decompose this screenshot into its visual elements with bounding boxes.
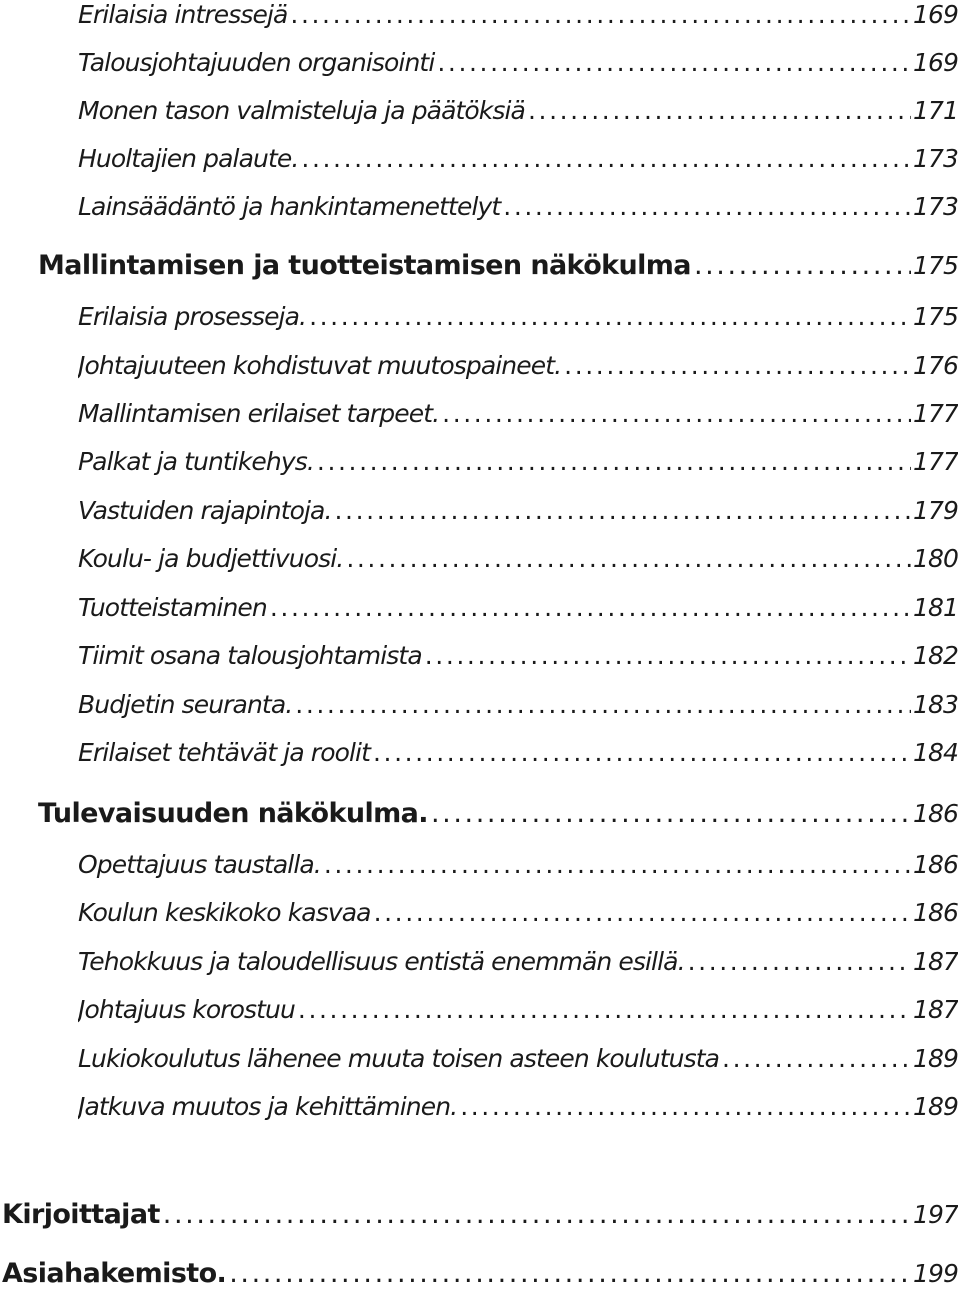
dot-leader xyxy=(528,96,911,125)
toc-entry-page: 169 xyxy=(912,48,958,77)
toc-entry[interactable] xyxy=(78,302,958,331)
toc-entry-title: Huoltajien palaute. xyxy=(78,144,299,173)
dot-leader xyxy=(298,995,911,1024)
toc-chapter-title: Mallintamisen ja tuotteistamisen näkökulma xyxy=(38,250,691,281)
toc-entry-page: 187 xyxy=(912,995,958,1024)
toc-entry[interactable] xyxy=(78,850,958,879)
dot-leader xyxy=(346,544,911,573)
toc-entry-title: Koulu- ja budjettivuosi. xyxy=(78,544,344,573)
dot-leader xyxy=(301,144,911,173)
toc-entry-title: Budjetin seuranta. xyxy=(78,690,293,719)
toc-entry-title: Vastuiden rajapintoja. xyxy=(78,496,332,525)
toc-entry-title: Koulun keskikoko kasvaa xyxy=(78,898,371,927)
toc-entry-page: 182 xyxy=(912,641,958,670)
toc-entry-page: 176 xyxy=(912,351,958,380)
toc-entry-title: Tuotteistaminen xyxy=(78,593,267,622)
toc-entry-title: Lukiokoulutus lähenee muuta toisen asteen koulutusta xyxy=(78,1044,720,1073)
toc-entry-title: Johtajuus korostuu xyxy=(78,995,295,1024)
toc-entry[interactable] xyxy=(78,1092,958,1121)
toc-entry-title: Mallintamisen erilaiset tarpeet. xyxy=(78,399,440,428)
toc-entry-title: Jatkuva muutos ja kehittäminen. xyxy=(78,1092,458,1121)
toc-entry[interactable] xyxy=(78,0,958,29)
toc-entry-page: 180 xyxy=(912,544,958,573)
toc-entry-page: 175 xyxy=(912,251,958,280)
toc-entry[interactable] xyxy=(78,544,958,573)
dot-leader xyxy=(290,0,911,29)
toc-entry-page: 179 xyxy=(912,496,958,525)
dot-leader xyxy=(460,1092,911,1121)
dot-leader xyxy=(431,798,911,829)
toc-entry-page: 189 xyxy=(912,1092,958,1121)
toc-entry[interactable] xyxy=(78,995,958,1024)
toc-entry-page: 173 xyxy=(912,192,958,221)
toc-entry-title: Tehokkuus ja taloudellisuus entistä enemmän esillä. xyxy=(78,947,685,976)
dot-leader xyxy=(503,192,911,221)
toc-entry-title: Erilaisia prosesseja. xyxy=(78,302,307,331)
dot-leader xyxy=(694,250,911,281)
toc-part-entry[interactable] xyxy=(2,1258,958,1289)
toc-entry-page: 189 xyxy=(912,1044,958,1073)
toc-entry-page: 186 xyxy=(912,898,958,927)
dot-leader xyxy=(564,351,911,380)
dot-leader xyxy=(722,1044,911,1073)
toc-entry-page: 177 xyxy=(912,399,958,428)
toc-entry-page: 173 xyxy=(912,144,958,173)
toc-entry-page: 199 xyxy=(912,1259,958,1288)
toc-entry-page: 181 xyxy=(912,593,958,622)
toc-entry-page: 184 xyxy=(912,738,958,767)
toc-entry-title: Opettajuus taustalla. xyxy=(78,850,321,879)
toc-part-title: Kirjoittajat xyxy=(2,1199,160,1230)
toc-entry-page: 187 xyxy=(912,947,958,976)
toc-entry-title: Tiimit osana talousjohtamista xyxy=(78,641,422,670)
toc-entry[interactable] xyxy=(78,399,958,428)
toc-entry-page: 183 xyxy=(912,690,958,719)
dot-leader xyxy=(309,302,911,331)
dot-leader xyxy=(229,1258,911,1289)
toc-entry[interactable] xyxy=(78,593,958,622)
toc-entry[interactable] xyxy=(78,641,958,670)
toc-entry[interactable] xyxy=(78,690,958,719)
toc-entry-title: Erilaisia intressejä xyxy=(78,0,288,29)
toc-entry[interactable] xyxy=(78,738,958,767)
toc-chapter-entry[interactable] xyxy=(38,250,958,281)
toc-entry[interactable] xyxy=(78,898,958,927)
toc-entry-page: 171 xyxy=(912,96,958,125)
toc-entry[interactable] xyxy=(78,447,958,476)
toc-entry-title: Johtajuuteen kohdistuvat muutospaineet. xyxy=(78,351,562,380)
toc-entry-title: Erilaiset tehtävät ja roolit xyxy=(78,738,370,767)
toc-chapter-title: Tulevaisuuden näkökulma. xyxy=(38,798,428,829)
toc-entry[interactable] xyxy=(78,351,958,380)
toc-entry[interactable] xyxy=(78,496,958,525)
dot-leader xyxy=(270,593,911,622)
dot-leader xyxy=(324,850,911,879)
dot-leader xyxy=(317,447,911,476)
toc-entry[interactable] xyxy=(78,1044,958,1073)
dot-leader xyxy=(425,641,911,670)
dot-leader xyxy=(295,690,911,719)
toc-entry[interactable] xyxy=(78,48,958,77)
dot-leader xyxy=(163,1199,911,1230)
dot-leader xyxy=(335,496,911,525)
toc-entry[interactable] xyxy=(78,96,958,125)
dot-leader xyxy=(373,738,911,767)
dot-leader xyxy=(374,898,911,927)
dot-leader xyxy=(688,947,911,976)
toc-entry-title: Monen tason valmisteluja ja päätöksiä xyxy=(78,96,525,125)
dot-leader xyxy=(442,399,911,428)
toc-entry-page: 177 xyxy=(912,447,958,476)
toc-entry-page: 186 xyxy=(912,850,958,879)
toc-entry[interactable] xyxy=(78,144,958,173)
toc-chapter-entry[interactable] xyxy=(38,798,958,829)
toc-entry-page: 197 xyxy=(912,1200,958,1229)
toc-entry[interactable] xyxy=(78,947,958,976)
toc-entry[interactable] xyxy=(78,192,958,221)
toc-entry-page: 175 xyxy=(912,302,958,331)
dot-leader xyxy=(437,48,911,77)
toc-entry-title: Talousjohtajuuden organisointi xyxy=(78,48,435,77)
toc-entry-title: Palkat ja tuntikehys. xyxy=(78,447,314,476)
toc-entry-page: 169 xyxy=(912,0,958,29)
toc-entry-page: 186 xyxy=(912,799,958,828)
toc-part-title: Asiahakemisto. xyxy=(2,1258,227,1289)
toc-entry-title: Lainsäädäntö ja hankintamenettelyt xyxy=(78,192,501,221)
toc-part-entry[interactable] xyxy=(2,1199,958,1230)
